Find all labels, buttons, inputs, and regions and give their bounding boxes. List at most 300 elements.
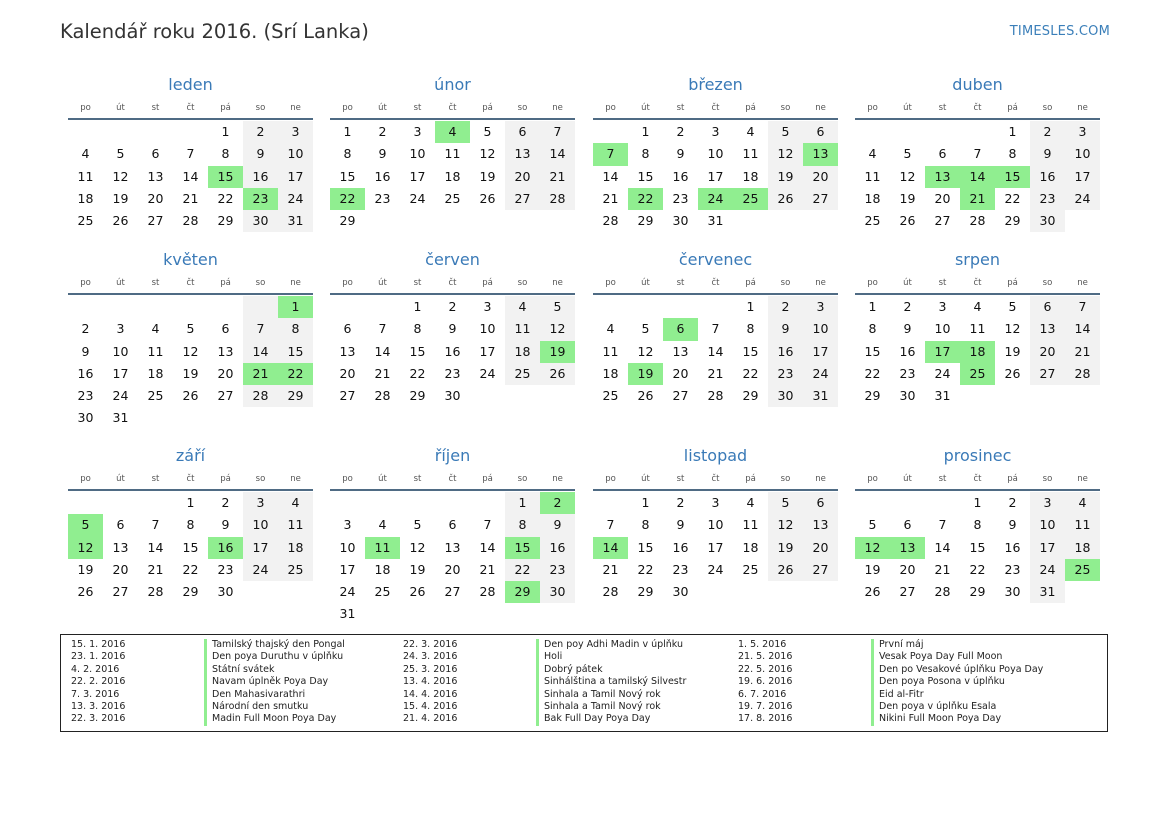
day-cell: 29 — [217, 213, 234, 229]
day-cell-weekend: 16 — [1030, 166, 1065, 188]
day-cell-holiday: 13 — [925, 166, 960, 188]
day-cell: 20 — [112, 561, 129, 577]
day-cell: 2 — [378, 124, 387, 139]
day-cell-weekend: 6 — [1030, 296, 1065, 318]
empty-cell — [925, 492, 960, 514]
day-cell: 30 — [217, 584, 234, 600]
day-cell: 19 — [864, 561, 881, 577]
empty-cell — [243, 296, 278, 318]
day-cell: 2 — [1008, 495, 1017, 510]
day-cell-weekend: 13 — [1030, 318, 1065, 340]
day-cell: 12 — [182, 343, 199, 359]
holiday-name: Den poya v úplňku Esala — [871, 701, 996, 713]
empty-cell — [855, 492, 890, 514]
day-cell-holiday: 16 — [208, 537, 243, 559]
day-cell: 25 — [864, 213, 881, 229]
day-cell-weekend: 5 — [540, 296, 575, 318]
day-cell: 18 — [742, 168, 759, 184]
day-cell-weekend: 24 — [278, 188, 313, 210]
weekday-label: čt — [186, 103, 195, 113]
weekday-label: čt — [448, 103, 457, 113]
day-cell: 9 — [676, 517, 685, 533]
weekday-header — [593, 470, 838, 488]
weekday-label: ne — [815, 103, 826, 113]
day-cell: 12 — [409, 539, 426, 555]
day-cell: 20 — [147, 190, 164, 206]
day-grid — [68, 492, 313, 603]
day-cell: 23 — [374, 190, 391, 206]
day-cell: 7 — [973, 146, 982, 162]
day-cell: 23 — [672, 561, 689, 577]
weekday-label: čt — [711, 103, 720, 113]
day-cell: 15 — [637, 168, 654, 184]
day-cell-weekend: 28 — [1065, 363, 1100, 385]
day-cell: 25 — [77, 213, 94, 229]
day-cell: 24 — [707, 561, 724, 577]
day-cell: 2 — [81, 321, 90, 337]
weekday-header — [855, 99, 1100, 117]
empty-cell — [698, 296, 733, 318]
weekday-label: st — [676, 474, 685, 484]
holiday-name: Den poy Adhi Madin v úplňku — [536, 639, 683, 651]
day-cell-weekend: 10 — [278, 143, 313, 165]
weekday-label: so — [517, 474, 528, 484]
weekday-label: po — [342, 103, 353, 113]
day-cell-weekend: 2 — [243, 121, 278, 143]
month-name: únor — [434, 75, 471, 94]
day-cell-weekend: 14 — [243, 341, 278, 363]
day-cell: 19 — [182, 365, 199, 381]
legend-row — [738, 689, 1058, 701]
day-cell: 7 — [186, 146, 195, 162]
day-cell-weekend: 10 — [803, 318, 838, 340]
header-divider — [593, 118, 838, 120]
day-cell: 13 — [112, 539, 129, 555]
weekday-label: pá — [745, 103, 756, 113]
day-cell-weekend: 30 — [768, 385, 803, 407]
weekday-header — [68, 274, 313, 292]
weekday-label: st — [151, 474, 160, 484]
day-cell: 20 — [217, 365, 234, 381]
day-cell: 3 — [711, 495, 720, 510]
day-cell-holiday: 18 — [960, 341, 995, 363]
holiday-name: Tamilský thajský den Pongal — [204, 639, 345, 651]
day-cell: 8 — [641, 146, 650, 162]
legend-row — [738, 639, 1058, 651]
day-cell-weekend: 16 — [243, 166, 278, 188]
day-cell: 13 — [672, 343, 689, 359]
day-cell-weekend: 3 — [803, 296, 838, 318]
day-cell: 10 — [707, 146, 724, 162]
day-cell: 24 — [112, 388, 129, 404]
month-říjen — [330, 445, 575, 626]
day-cell: 20 — [672, 365, 689, 381]
day-cell-weekend: 10 — [1030, 514, 1065, 536]
day-cell: 14 — [934, 539, 951, 555]
day-cell: 28 — [147, 584, 164, 600]
day-cell: 26 — [637, 388, 654, 404]
day-cell: 26 — [899, 213, 916, 229]
empty-cell — [628, 296, 663, 318]
weekday-label: ne — [552, 278, 563, 288]
day-cell: 5 — [641, 321, 650, 337]
day-cell-weekend: 1 — [505, 492, 540, 514]
day-grid — [330, 492, 575, 626]
day-cell: 18 — [742, 539, 759, 555]
day-cell: 20 — [339, 365, 356, 381]
holiday-name: První máj — [871, 639, 924, 651]
empty-cell — [173, 121, 208, 143]
day-cell-weekend: 26 — [540, 363, 575, 385]
weekday-label: so — [1042, 103, 1053, 113]
day-cell: 1 — [343, 124, 352, 139]
day-cell: 9 — [1008, 517, 1017, 533]
day-cell-weekend: 31 — [803, 385, 838, 407]
day-cell-weekend: 9 — [243, 143, 278, 165]
day-cell-holiday: 7 — [593, 143, 628, 165]
day-cell: 21 — [602, 561, 619, 577]
day-cell-weekend: 29 — [278, 385, 313, 407]
weekday-label: so — [1042, 474, 1053, 484]
day-cell: 1 — [868, 299, 877, 314]
weekday-label: st — [676, 103, 685, 113]
day-cell: 10 — [339, 539, 356, 555]
weekday-header — [68, 470, 313, 488]
day-cell: 10 — [479, 321, 496, 337]
day-cell-weekend: 20 — [803, 166, 838, 188]
day-cell: 14 — [374, 343, 391, 359]
day-cell: 30 — [672, 213, 689, 229]
day-cell-holiday: 11 — [365, 537, 400, 559]
day-cell: 4 — [606, 321, 615, 337]
legend-row — [738, 664, 1058, 676]
day-cell: 2 — [903, 299, 912, 314]
holiday-date: 15. 1. 2016 — [71, 639, 126, 650]
weekday-label: po — [80, 103, 91, 113]
day-cell: 19 — [899, 190, 916, 206]
day-cell: 27 — [444, 584, 461, 600]
day-cell: 7 — [938, 517, 947, 533]
weekday-label: po — [342, 474, 353, 484]
empty-cell — [663, 296, 698, 318]
empty-cell — [138, 296, 173, 318]
day-cell-weekend: 3 — [278, 121, 313, 143]
day-cell: 25 — [602, 388, 619, 404]
day-cell: 24 — [339, 584, 356, 600]
day-cell: 22 — [742, 365, 759, 381]
day-cell: 9 — [448, 321, 457, 337]
holiday-date: 15. 4. 2016 — [403, 700, 458, 712]
day-cell: 23 — [1004, 561, 1021, 577]
weekday-label: út — [378, 103, 387, 113]
day-cell: 6 — [938, 146, 947, 162]
weekday-label: pá — [482, 474, 493, 484]
day-cell-weekend: 16 — [540, 537, 575, 559]
day-cell: 6 — [448, 517, 457, 533]
day-cell-weekend: 9 — [768, 318, 803, 340]
day-cell-weekend: 4 — [1065, 492, 1100, 514]
weekday-label: st — [938, 474, 947, 484]
weekday-label: ne — [815, 474, 826, 484]
day-cell: 21 — [934, 561, 951, 577]
day-cell: 16 — [899, 343, 916, 359]
weekday-header — [593, 274, 838, 292]
day-cell: 20 — [899, 561, 916, 577]
month-name: březen — [688, 75, 743, 94]
day-cell: 10 — [934, 321, 951, 337]
day-cell: 24 — [409, 190, 426, 206]
holiday-date: 7. 3. 2016 — [71, 688, 120, 700]
holiday-name: Nikini Full Moon Poya Day — [871, 713, 1001, 725]
weekday-label: po — [605, 103, 616, 113]
legend-row — [71, 639, 391, 651]
day-cell-weekend: 30 — [540, 581, 575, 603]
month-duben — [855, 74, 1100, 232]
day-cell-weekend: 9 — [1030, 143, 1065, 165]
holiday-name: Holi — [536, 651, 562, 663]
day-cell: 11 — [864, 168, 881, 184]
day-cell-weekend: 30 — [1030, 210, 1065, 232]
weekday-label: čt — [973, 103, 982, 113]
weekday-label: út — [903, 278, 912, 288]
month-name: srpen — [954, 250, 1001, 269]
holiday-name: Vesak Poya Day Full Moon — [871, 651, 1002, 663]
day-cell: 27 — [112, 584, 129, 600]
day-cell-weekend: 4 — [278, 492, 313, 514]
day-cell: 21 — [707, 365, 724, 381]
legend-row — [403, 713, 723, 725]
day-cell: 28 — [707, 388, 724, 404]
day-cell: 17 — [409, 168, 426, 184]
day-cell-weekend: 19 — [768, 166, 803, 188]
header-divider — [593, 489, 838, 491]
holiday-date: 17. 8. 2016 — [738, 713, 793, 725]
brand-link[interactable]: TIMESLES.COM — [1009, 24, 1110, 39]
day-cell: 5 — [868, 517, 877, 533]
weekday-label: ne — [1077, 103, 1088, 113]
day-cell: 30 — [77, 410, 94, 426]
day-cell: 1 — [1008, 124, 1017, 139]
month-name: listopad — [683, 446, 748, 465]
day-cell: 8 — [868, 321, 877, 337]
month-name: leden — [168, 75, 213, 94]
day-cell: 31 — [112, 410, 129, 426]
holiday-name: Státní svátek — [204, 664, 274, 676]
day-cell-weekend: 19 — [768, 537, 803, 559]
day-cell: 29 — [742, 388, 759, 404]
holiday-date: 19. 7. 2016 — [738, 700, 793, 712]
day-cell: 25 — [147, 388, 164, 404]
day-cell: 24 — [934, 365, 951, 381]
day-cell: 3 — [116, 321, 125, 337]
weekday-label: so — [780, 474, 791, 484]
weekday-label: st — [676, 278, 685, 288]
day-cell-weekend: 20 — [803, 537, 838, 559]
holiday-name: Madin Full Moon Poya Day — [204, 713, 336, 725]
day-cell: 27 — [672, 388, 689, 404]
day-cell: 9 — [221, 517, 230, 533]
holiday-date: 22. 2. 2016 — [71, 676, 126, 688]
day-cell-weekend: 2 — [768, 296, 803, 318]
holiday-date: 13. 3. 2016 — [71, 700, 126, 712]
weekday-label: út — [641, 278, 650, 288]
day-cell-holiday: 22 — [278, 363, 313, 385]
empty-cell — [435, 492, 470, 514]
day-cell: 17 — [479, 343, 496, 359]
day-cell: 3 — [938, 299, 947, 314]
holiday-name: Sinhálština a tamilský Silvestr — [536, 676, 686, 688]
legend-row — [71, 701, 391, 713]
day-cell: 8 — [746, 321, 755, 337]
holiday-name: Den poya Duruthu v úplňku — [204, 651, 343, 663]
day-cell: 22 — [217, 190, 234, 206]
day-grid — [68, 296, 313, 430]
weekday-label: st — [151, 103, 160, 113]
day-cell-weekend: 6 — [803, 121, 838, 143]
day-cell: 22 — [409, 365, 426, 381]
holiday-name: Sinhala a Tamil Nový rok — [536, 701, 661, 713]
weekday-label: ne — [290, 474, 301, 484]
holiday-name: Sinhala a Tamil Nový rok — [536, 689, 661, 701]
day-cell: 22 — [182, 561, 199, 577]
weekday-label: út — [378, 474, 387, 484]
weekday-label: so — [1042, 278, 1053, 288]
weekday-label: čt — [973, 278, 982, 288]
legend-row — [403, 701, 723, 713]
day-cell: 8 — [343, 146, 352, 162]
day-cell: 29 — [1004, 213, 1021, 229]
empty-cell — [138, 492, 173, 514]
day-cell: 21 — [374, 365, 391, 381]
day-cell-weekend: 24 — [803, 363, 838, 385]
day-cell-weekend: 7 — [540, 121, 575, 143]
day-cell: 15 — [864, 343, 881, 359]
day-cell-weekend: 11 — [1065, 514, 1100, 536]
day-cell-weekend: 5 — [768, 121, 803, 143]
month-listopad — [593, 445, 838, 603]
day-cell: 11 — [444, 146, 461, 162]
weekday-label: po — [342, 278, 353, 288]
day-cell-weekend: 15 — [278, 341, 313, 363]
day-cell: 1 — [221, 124, 230, 139]
day-cell: 30 — [444, 388, 461, 404]
day-cell-weekend: 24 — [1065, 188, 1100, 210]
day-cell: 23 — [444, 365, 461, 381]
weekday-label: pá — [745, 278, 756, 288]
empty-cell — [365, 492, 400, 514]
day-cell: 3 — [343, 517, 352, 533]
weekday-label: po — [605, 474, 616, 484]
day-cell: 4 — [81, 146, 90, 162]
holiday-legend — [60, 634, 1108, 732]
day-cell-holiday: 13 — [803, 143, 838, 165]
weekday-header — [593, 99, 838, 117]
day-cell: 27 — [899, 584, 916, 600]
day-cell: 18 — [444, 168, 461, 184]
day-cell-holiday: 13 — [890, 537, 925, 559]
day-cell-holiday: 25 — [960, 363, 995, 385]
weekday-header — [855, 274, 1100, 292]
day-cell-holiday: 15 — [505, 537, 540, 559]
day-cell: 26 — [112, 213, 129, 229]
day-cell-weekend: 9 — [540, 514, 575, 536]
month-name: květen — [163, 250, 218, 269]
day-cell: 1 — [413, 299, 422, 314]
day-cell-holiday: 29 — [505, 581, 540, 603]
day-cell: 28 — [479, 584, 496, 600]
day-cell: 12 — [637, 343, 654, 359]
legend-row — [71, 676, 391, 688]
day-cell-weekend: 21 — [540, 166, 575, 188]
day-cell: 2 — [221, 495, 230, 510]
day-cell-weekend: 14 — [1065, 318, 1100, 340]
legend-row — [403, 676, 723, 688]
month-name: říjen — [434, 446, 471, 465]
day-cell: 16 — [672, 168, 689, 184]
day-cell-holiday: 15 — [995, 166, 1030, 188]
holiday-date: 13. 4. 2016 — [403, 676, 458, 688]
month-name: červenec — [678, 250, 753, 269]
day-cell: 19 — [112, 190, 129, 206]
day-cell: 16 — [374, 168, 391, 184]
weekday-label: so — [517, 278, 528, 288]
header-divider — [330, 118, 575, 120]
day-cell-weekend: 3 — [1065, 121, 1100, 143]
day-cell-holiday: 23 — [243, 188, 278, 210]
day-cell-weekend: 25 — [505, 363, 540, 385]
day-cell-weekend: 7 — [1065, 296, 1100, 318]
day-cell: 3 — [413, 124, 422, 139]
day-cell-holiday: 1 — [278, 296, 313, 318]
holiday-date: 21. 4. 2016 — [403, 713, 458, 725]
day-cell: 15 — [339, 168, 356, 184]
day-cell-weekend: 23 — [768, 363, 803, 385]
weekday-label: so — [517, 103, 528, 113]
day-cell: 3 — [711, 124, 720, 139]
day-cell: 14 — [602, 168, 619, 184]
legend-row — [71, 713, 391, 725]
day-cell: 17 — [707, 539, 724, 555]
weekday-label: pá — [482, 103, 493, 113]
day-cell-holiday: 21 — [243, 363, 278, 385]
holiday-date: 19. 6. 2016 — [738, 676, 793, 688]
holiday-date: 23. 1. 2016 — [71, 651, 126, 663]
header-divider — [330, 489, 575, 491]
day-cell: 6 — [151, 146, 160, 162]
day-cell-holiday: 2 — [540, 492, 575, 514]
day-cell: 21 — [602, 190, 619, 206]
day-grid — [593, 492, 838, 603]
day-cell: 30 — [899, 388, 916, 404]
day-cell: 9 — [81, 343, 90, 359]
month-únor — [330, 74, 575, 232]
day-cell-weekend: 14 — [540, 143, 575, 165]
day-cell: 29 — [182, 584, 199, 600]
weekday-label: čt — [711, 278, 720, 288]
holiday-date: 6. 7. 2016 — [738, 688, 787, 700]
day-cell-holiday: 25 — [1065, 559, 1100, 581]
weekday-label: ne — [815, 278, 826, 288]
month-srpen — [855, 249, 1100, 407]
weekday-label: út — [641, 103, 650, 113]
day-cell: 1 — [746, 299, 755, 314]
day-cell: 22 — [1004, 190, 1021, 206]
month-name: duben — [952, 75, 1003, 94]
legend-row — [738, 651, 1058, 663]
holiday-date: 24. 3. 2016 — [403, 651, 458, 663]
day-cell-weekend: 11 — [505, 318, 540, 340]
holiday-name: Den Mahasivarathri — [204, 689, 305, 701]
